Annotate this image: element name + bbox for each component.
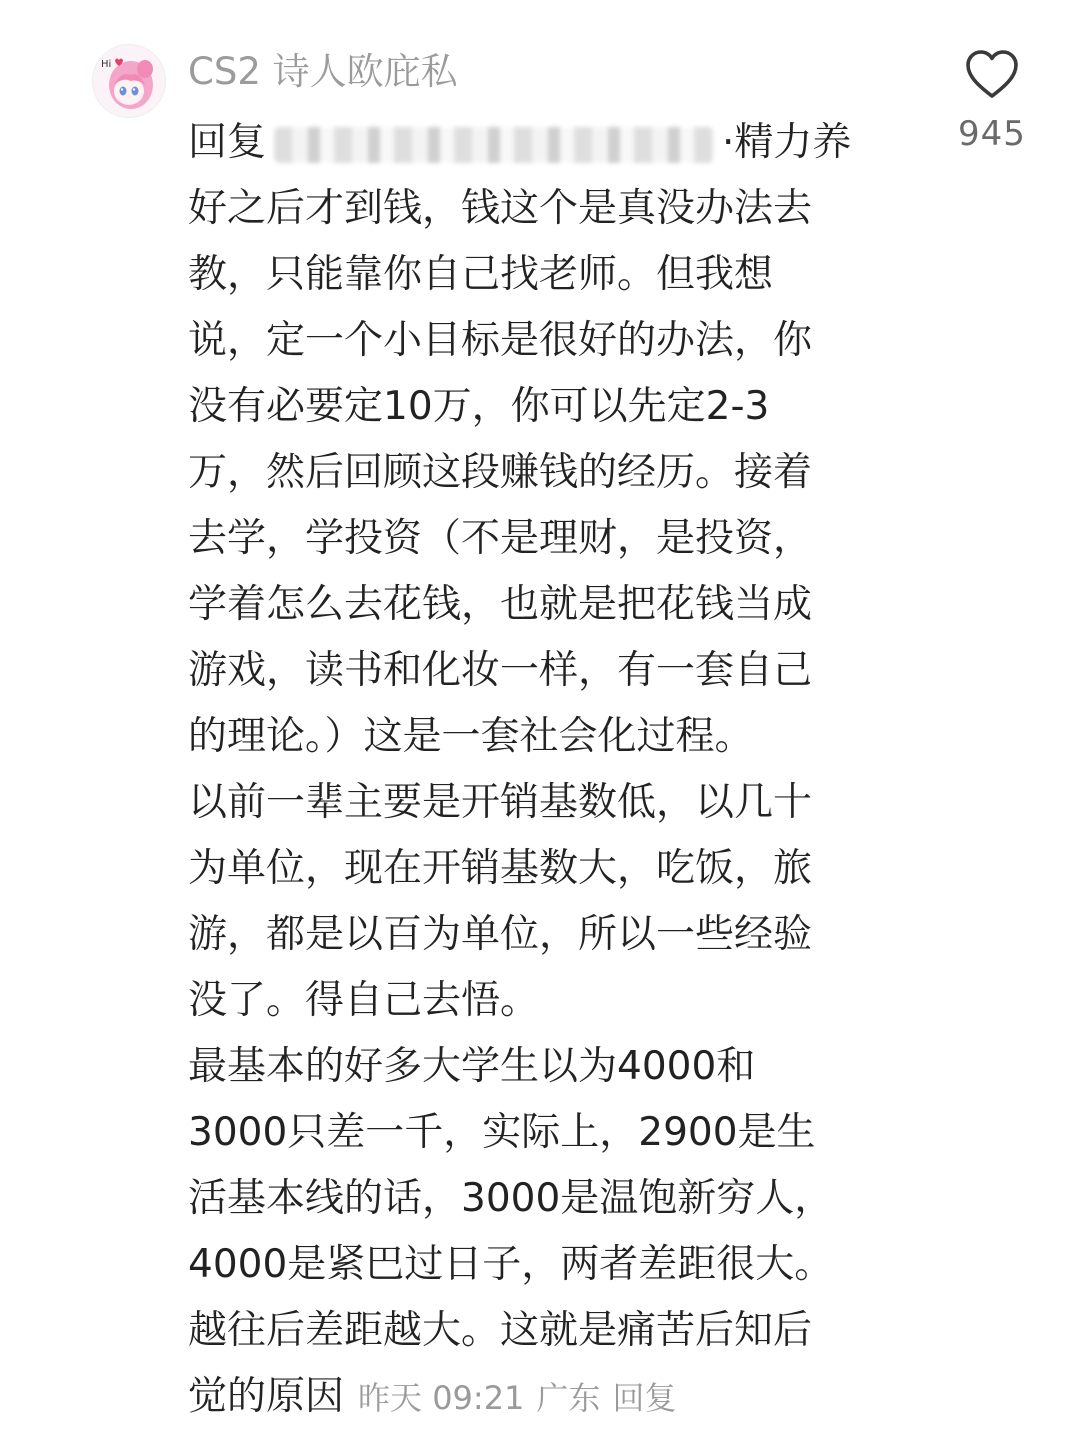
comment-line: 越往后差距越大。这就是痛苦后知后: [188, 1308, 813, 1353]
comment-line: 说，定一个小目标是很好的办法，你: [188, 318, 813, 363]
comment-line: 去学，学投资（不是理财，是投资，: [188, 516, 813, 561]
reply-prefix: 回复: [188, 120, 267, 165]
heart-outline-icon[interactable]: [964, 48, 1020, 100]
comment-line: 以前一辈主要是开销基数低，以几十: [188, 780, 813, 825]
avatar[interactable]: [92, 44, 166, 118]
reply-button[interactable]: 回复: [612, 1379, 677, 1417]
anime-avatar-icon: [93, 45, 165, 117]
redacted-mention: [274, 127, 714, 163]
comment-line: 学着怎么去花钱，也就是把花钱当成: [188, 582, 813, 627]
comment-line: 没有必要定10万，你可以先定2-3: [188, 384, 770, 429]
comment-line-first: [188, 110, 888, 176]
comment-line: 活基本线的话，3000是温饱新穷人，: [188, 1176, 834, 1221]
comment-line: 最基本的好多大学生以为4000和: [188, 1044, 756, 1089]
like-control[interactable]: [952, 48, 1032, 154]
comment-line: 没了。得自己去悟。: [188, 978, 540, 1023]
first-line-tail: ·精力养: [722, 120, 852, 165]
comment-line: 3000只差一千，实际上，2900是生: [188, 1110, 816, 1155]
comment-line: 的理论。）这是一套社会化过程。: [188, 714, 754, 759]
timestamp: 昨天 09:21: [358, 1379, 525, 1417]
last-line-text: 觉的原因: [188, 1374, 345, 1419]
comment-meta: [358, 1379, 688, 1417]
comment-line: 4000是紧巴过日子，两者差距很大。: [188, 1242, 834, 1287]
username[interactable]: CS2 诗人欧庇私: [188, 50, 458, 93]
svg-text:Hi: Hi: [101, 59, 112, 70]
comment-line: 教，只能靠你自己找老师。但我想: [188, 252, 774, 297]
comment-line: 万，然后回顾这段赚钱的经历。接着: [188, 450, 813, 495]
comment-line: 为单位，现在开销基数大，吃饭，旅: [188, 846, 813, 891]
comment-line-last: [188, 1364, 888, 1430]
like-count: 945: [958, 114, 1026, 154]
comment-line: 游戏，读书和化妆一样，有一套自己: [188, 648, 813, 693]
comment-line: 游，都是以百为单位，所以一些经验: [188, 912, 813, 957]
comment-body: [188, 110, 888, 1430]
comment-line: 好之后才到钱，钱这个是真没办法去: [188, 186, 813, 231]
location: 广东: [536, 1379, 601, 1417]
